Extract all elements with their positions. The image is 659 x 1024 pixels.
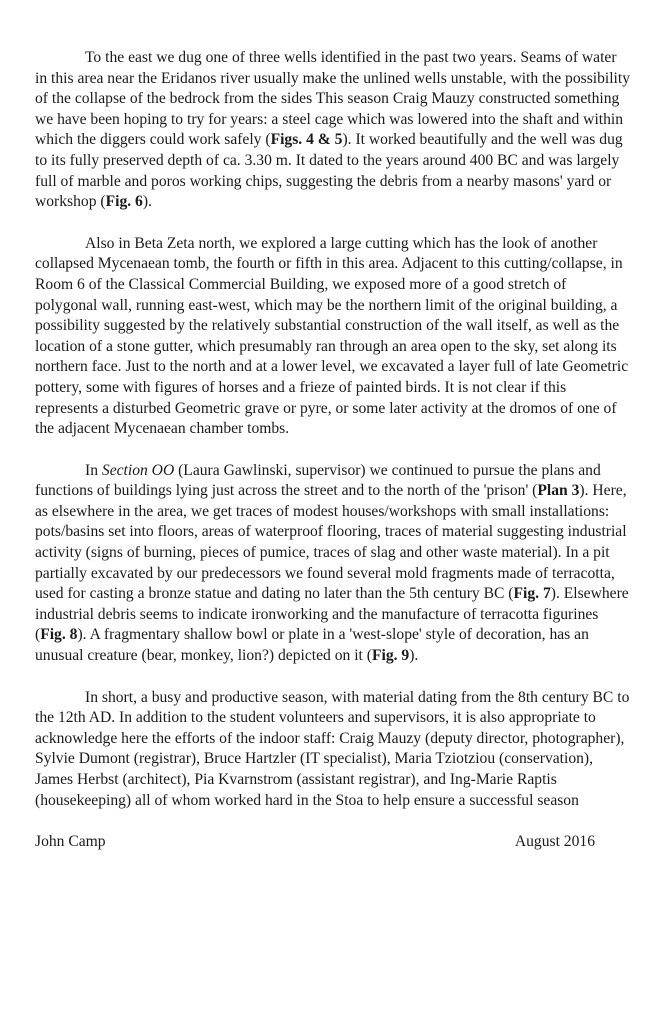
paragraph-text: ). Here, as elsewhere in the area, we get traces of modest houses/workshops with small installations: pots/basins set into floors, areas of waterproof flooring, traces of material suggesting industrial activity (signs of burning, pieces of pumice, traces of slag and other waste material). In a pit partially excavated by our predecessors we found several mold fragments made of terracotta, used for casting a bronze statue and dating no later than the 5th century BC ( <box>35 482 627 603</box>
figure-reference: Figs. 4 & 5 <box>270 131 343 149</box>
figure-reference: Fig. 9 <box>371 647 410 665</box>
figure-reference: Fig. 7 <box>513 585 551 603</box>
paragraph-text: ). It worked beautifully and the well was dug to its fully preserved depth of ca. 3.30 m. It dated to the years around 400 BC and was largely full of marble and poros working chips, suggesting the debris from a nearby masons' yard or workshop ( <box>35 131 623 211</box>
body-text <box>35 48 631 811</box>
section-name: Section OO <box>101 461 175 479</box>
paragraph-text: (Laura Gawlinski, supervisor) we continued to pursue the plans and functions of buildings lying just across the street and to the north of the 'prison' ( <box>35 461 601 500</box>
paragraph-text: ). Elsewhere industrial debris seems to indicate ironworking and the manufacture of terracotta figurines ( <box>35 585 629 644</box>
author-name: John Camp <box>35 833 106 851</box>
signature-line <box>35 832 631 853</box>
paragraph-text: ). <box>409 647 419 665</box>
signature-date: August 2016 <box>514 833 595 851</box>
document-page <box>35 48 631 853</box>
figure-reference: Fig. 6 <box>105 193 143 211</box>
paragraph-text: In short, a busy and productive season, with material dating from the 8th century BC to the 12th AD. In addition to the student volunteers and supervisors, it is also appropriate to acknowledge here the efforts of the indoor staff: Craig Mauzy (deputy director, photographer), Sylvie Dumont (registrar), Bruce Hartzler (IT specialist), Maria Tziotziou (conservation), James Herbst (architect), Pia Kvarnstrom (assistant registrar), and Ing-Marie Raptis (housekeeping) all of whom worked hard in the Stoa to help ensure a successful season <box>35 688 630 809</box>
paragraph-text: To the east we dug one of three wells identified in the past two years. Seams of water in this area near the Eridanos river usually make the unlined wells unstable, with the possibility of the collapse of the bedrock from the sides This season Craig Mauzy constructed something we have been hoping to try for years: a steel cage which was lowered into the shaft and within which the diggers could work safely ( <box>35 49 631 149</box>
paragraph <box>35 234 631 440</box>
paragraph <box>35 461 631 667</box>
figure-reference: Plan 3 <box>537 482 580 500</box>
paragraph <box>35 48 631 213</box>
paragraph <box>35 688 631 812</box>
figure-reference: Fig. 8 <box>40 626 78 644</box>
paragraph-text: ). A fragmentary shallow bowl or plate in a 'west-slope' style of decoration, has an unusual creature (bear, monkey, lion?) depicted on it ( <box>35 626 589 665</box>
paragraph-text: Also in Beta Zeta north, we explored a large cutting which has the look of another collapsed Mycenaean tomb, the fourth or fifth in this area. Adjacent to this cutting/collapse, in Room 6 of the Classical Commercial Building, we exposed more of a good stretch of polygonal wall, running east-west, which may be the northern limit of the original building, a possibility suggested by the relatively substantial construction of the wall itself, as well as the location of a stone gutter, which presumably ran through an area open to the sky, set along its northern face. Just to the north and at a lower level, we excavated a layer full of late Geometric pottery, some with figures of horses and a frieze of painted birds. It is not clear if this represents a disturbed Geometric grave or pyre, or some later activity at the dromos of one of the adjacent Mycenaean chamber tombs. <box>35 234 629 438</box>
paragraph-text: In <box>85 461 102 479</box>
paragraph-text: ). <box>142 193 152 211</box>
